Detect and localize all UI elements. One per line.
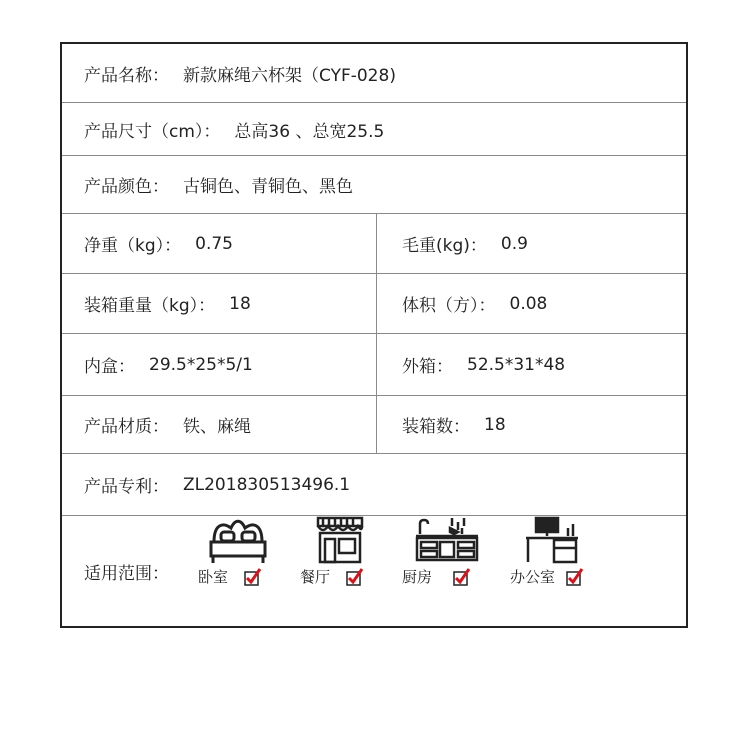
material-label: 产品材质：	[84, 417, 169, 437]
row-product-name	[62, 44, 686, 103]
usage-office-label: 办公室	[510, 568, 556, 586]
usage-bedroom-label: 卧室	[198, 568, 229, 586]
box-weight-value: 18	[229, 293, 251, 314]
product-color-value: 古铜色、青铜色、黑色	[183, 177, 353, 197]
row-weight	[62, 214, 686, 274]
checkbox-checked-icon	[453, 568, 471, 586]
net-weight-value: 0.75	[195, 233, 233, 254]
volume-value: 0.08	[509, 293, 548, 314]
row-material	[62, 396, 686, 454]
usage-item-office	[510, 516, 594, 587]
usage-item-kitchen	[402, 516, 492, 587]
product-name-value: 新款麻绳六杯架（CYF-028)	[183, 65, 396, 86]
box-count-value: 18	[484, 414, 506, 435]
checkbox-checked-icon	[566, 568, 584, 586]
inner-box-label: 内盒：	[84, 357, 135, 377]
product-size-value: 总高36 、总宽25.5	[234, 121, 385, 142]
usage-label: 适用范围：	[84, 563, 169, 584]
outer-box-value: 52.5*31*48	[467, 354, 566, 375]
storefront-icon	[314, 516, 366, 564]
gross-weight-label: 毛重(kg)：	[402, 236, 487, 256]
product-color-label: 产品颜色：	[84, 177, 169, 197]
net-weight-label: 净重（kg）：	[84, 236, 182, 256]
volume-label: 体积（方）：	[402, 296, 496, 316]
patent-value: ZL201830513496.1	[183, 474, 351, 495]
outer-box-label: 外箱：	[402, 357, 453, 377]
gross-weight-value: 0.9	[500, 233, 528, 254]
column-divider	[376, 274, 377, 333]
row-box-weight-volume	[62, 274, 686, 334]
usage-kitchen-label: 厨房	[402, 568, 433, 586]
row-usage	[62, 516, 686, 626]
office-desk-icon	[524, 516, 580, 564]
usage-restaurant-label: 餐厅	[300, 568, 331, 586]
row-boxes	[62, 334, 686, 396]
patent-label: 产品专利：	[84, 477, 169, 497]
bed-icon	[207, 516, 269, 564]
box-weight-label: 装箱重量（kg）：	[84, 296, 216, 316]
product-name-label: 产品名称：	[84, 65, 169, 86]
column-divider	[376, 334, 377, 395]
row-product-color	[62, 156, 686, 214]
usage-item-bedroom	[198, 516, 278, 587]
checkbox-checked-icon	[244, 568, 262, 586]
row-patent	[62, 454, 686, 516]
material-value: 铁、麻绳	[183, 417, 251, 437]
usage-item-restaurant	[300, 516, 380, 587]
column-divider	[376, 214, 377, 273]
kitchen-icon	[414, 516, 480, 564]
spec-table	[60, 42, 688, 628]
column-divider	[376, 396, 377, 453]
product-size-label: 产品尺寸（cm）：	[84, 121, 221, 142]
inner-box-value: 29.5*25*5/1	[149, 354, 253, 375]
checkbox-checked-icon	[346, 568, 364, 586]
row-product-size	[62, 103, 686, 156]
box-count-label: 装箱数：	[402, 417, 470, 437]
